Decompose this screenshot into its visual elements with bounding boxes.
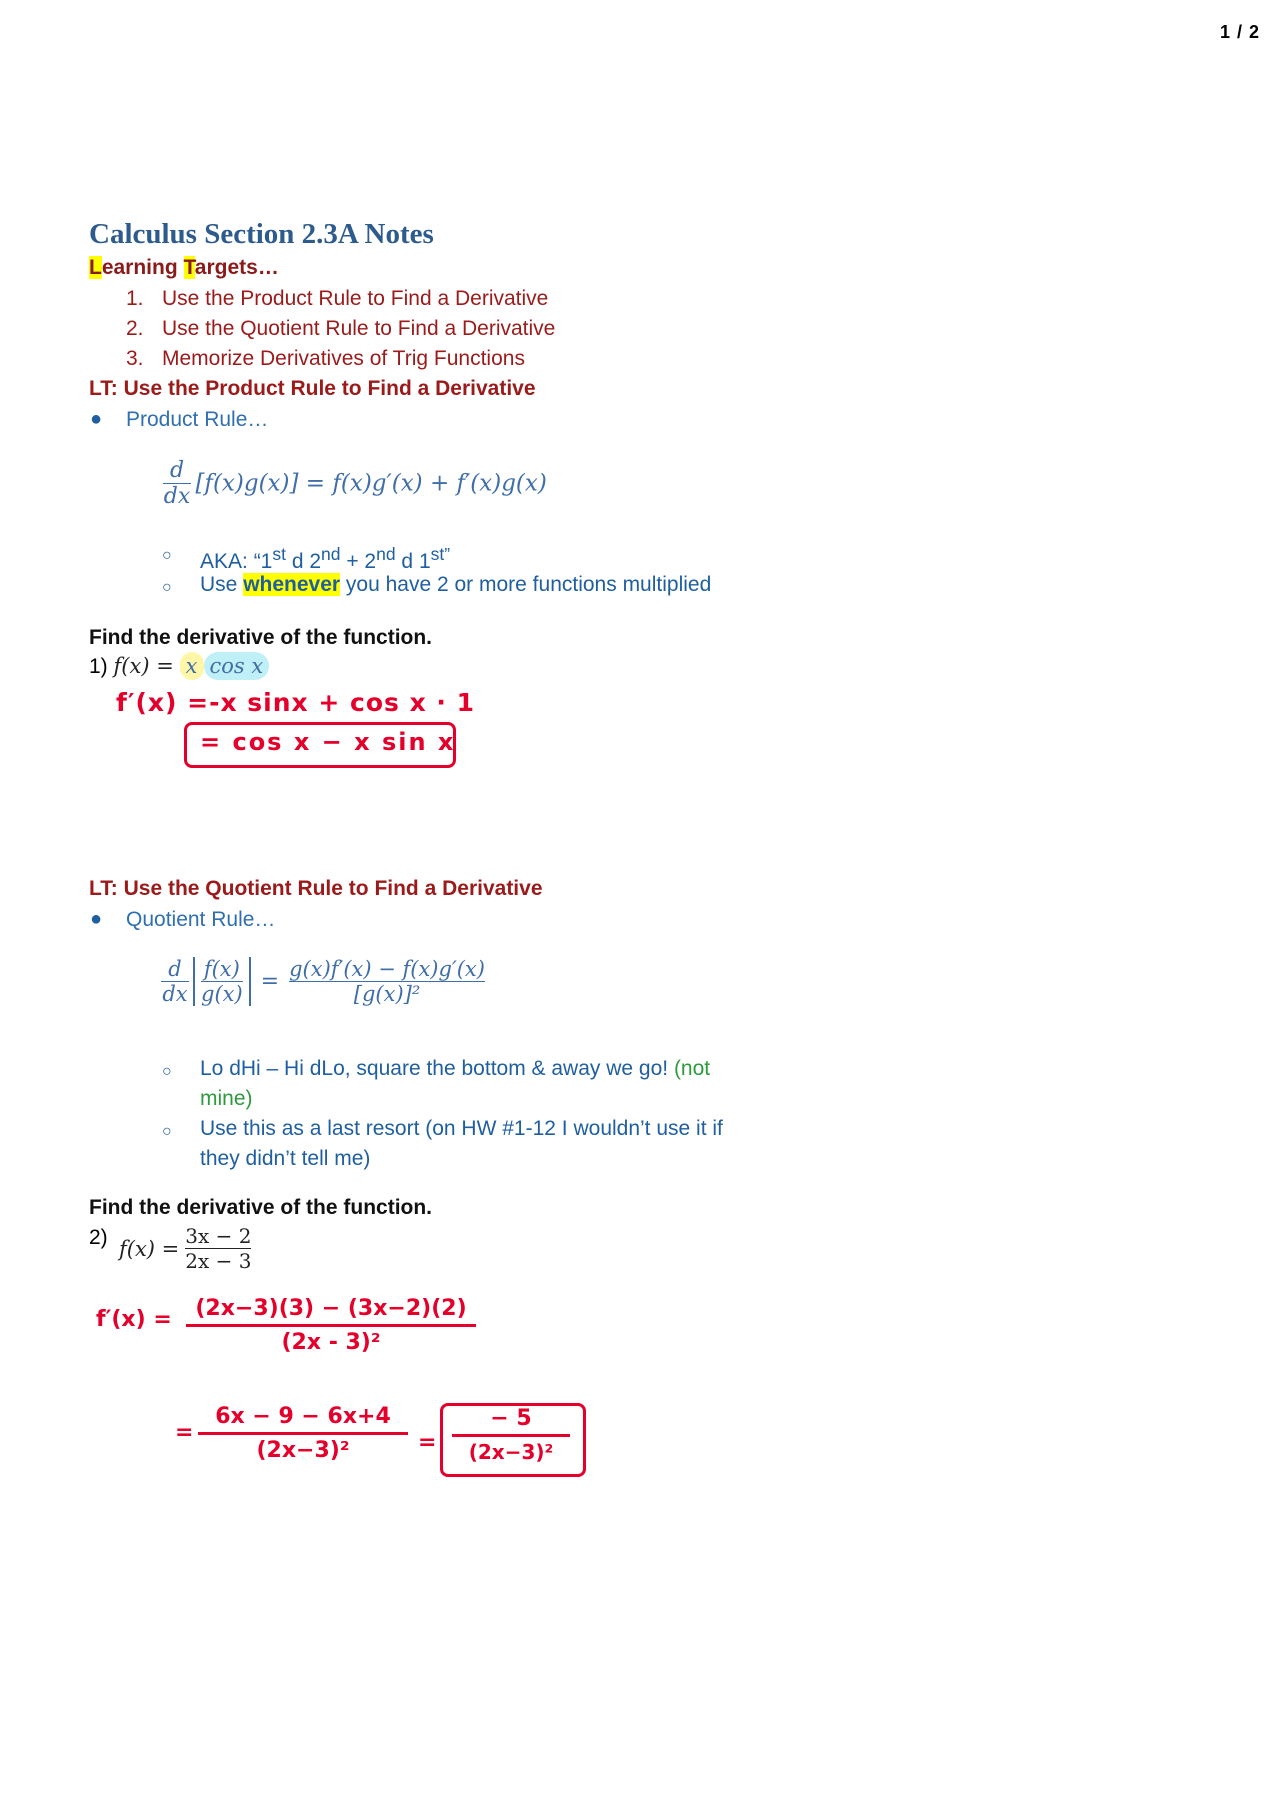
bullet-icon: ● — [90, 908, 103, 930]
circle-bullet-icon: ○ — [162, 1063, 172, 1080]
quotient-rule-label: Quotient Rule… — [126, 908, 276, 931]
problem1-instruction: Find the derivative of the function. — [89, 626, 433, 649]
bracket-fraction: f(x) g(x) — [193, 957, 251, 1006]
target-item: 2. Use the Quotient Rule to Find a Derivative — [126, 317, 556, 340]
problem2-label: 2) — [89, 1226, 108, 1249]
product-rule-heading: LT: Use the Product Rule to Find a Derivative — [89, 377, 536, 400]
lo-dhi-note: Lo dHi – Hi dLo, square the bottom & away we go! (not mine) — [200, 1057, 711, 1110]
page-number: 1 / 2 — [1219, 22, 1260, 42]
problem2-function: f(x) = 3x − 2 2x − 3 — [119, 1224, 252, 1273]
target-item: 3. Memorize Derivatives of Trig Functions — [126, 347, 525, 370]
handwritten-answer-2: − 5 (2x−3)² — [446, 1406, 576, 1464]
handwritten-fraction-1: (2x−3)(3) − (3x−2)(2) (2x - 3)² — [186, 1296, 476, 1355]
highlight-L: L — [89, 256, 102, 279]
handwritten-fraction-2: 6x − 9 − 6x+4 (2x−3)² — [198, 1404, 408, 1463]
handwritten-derivative-1: f′(x) =-x sinx + cos x · 1 — [116, 688, 476, 717]
product-rule-formula: $\frac{d}{dx}$ [f(x)g(x)] = f(x)g′(x) + f′(x)g(x) — [163, 458, 547, 509]
target-item: 1. Use the Product Rule to Find a Derivative — [126, 287, 549, 310]
cos-highlight: cos x — [204, 652, 270, 680]
handwritten-fprime-label: f′(x) = — [96, 1307, 172, 1332]
x-highlight: x — [180, 652, 204, 680]
aka-note: AKA: “1st d 2nd + 2nd d $1^{st”}$ — [200, 544, 451, 573]
circle-bullet-icon: ○ — [162, 1123, 172, 1140]
problem2-instruction: Find the derivative of the function. — [89, 1196, 433, 1219]
quotient-rule-formula: d dx f(x) g(x) = g(x)f′(x) − f(x)g′(x) [g(x)]² — [162, 957, 485, 1006]
last-resort-note: Use this as a last resort (on HW #1-12 I wouldn’t use it if they didn’t tell me) — [200, 1117, 723, 1170]
handwritten-equals: = — [418, 1430, 437, 1455]
problem1-statement: 1) f(x) = x cos x — [89, 654, 269, 679]
handwritten-answer-1: = cos x − x sin x — [200, 728, 456, 756]
page-title: Calculus Section 2.3A Notes — [89, 218, 434, 250]
quotient-rule-heading: LT: Use the Quotient Rule to Find a Derivative — [89, 877, 543, 900]
highlight-T: T — [183, 256, 195, 279]
bullet-icon: ● — [90, 408, 103, 430]
circle-bullet-icon: ○ — [162, 579, 172, 596]
use-whenever-note: Use whenever you have 2 or more functions multiplied — [200, 573, 712, 596]
handwritten-equals: = — [175, 1420, 194, 1445]
product-rule-label: Product Rule… — [126, 408, 269, 431]
circle-bullet-icon: ○ — [162, 547, 172, 564]
learning-targets-heading: Learning Targets… — [89, 256, 279, 279]
